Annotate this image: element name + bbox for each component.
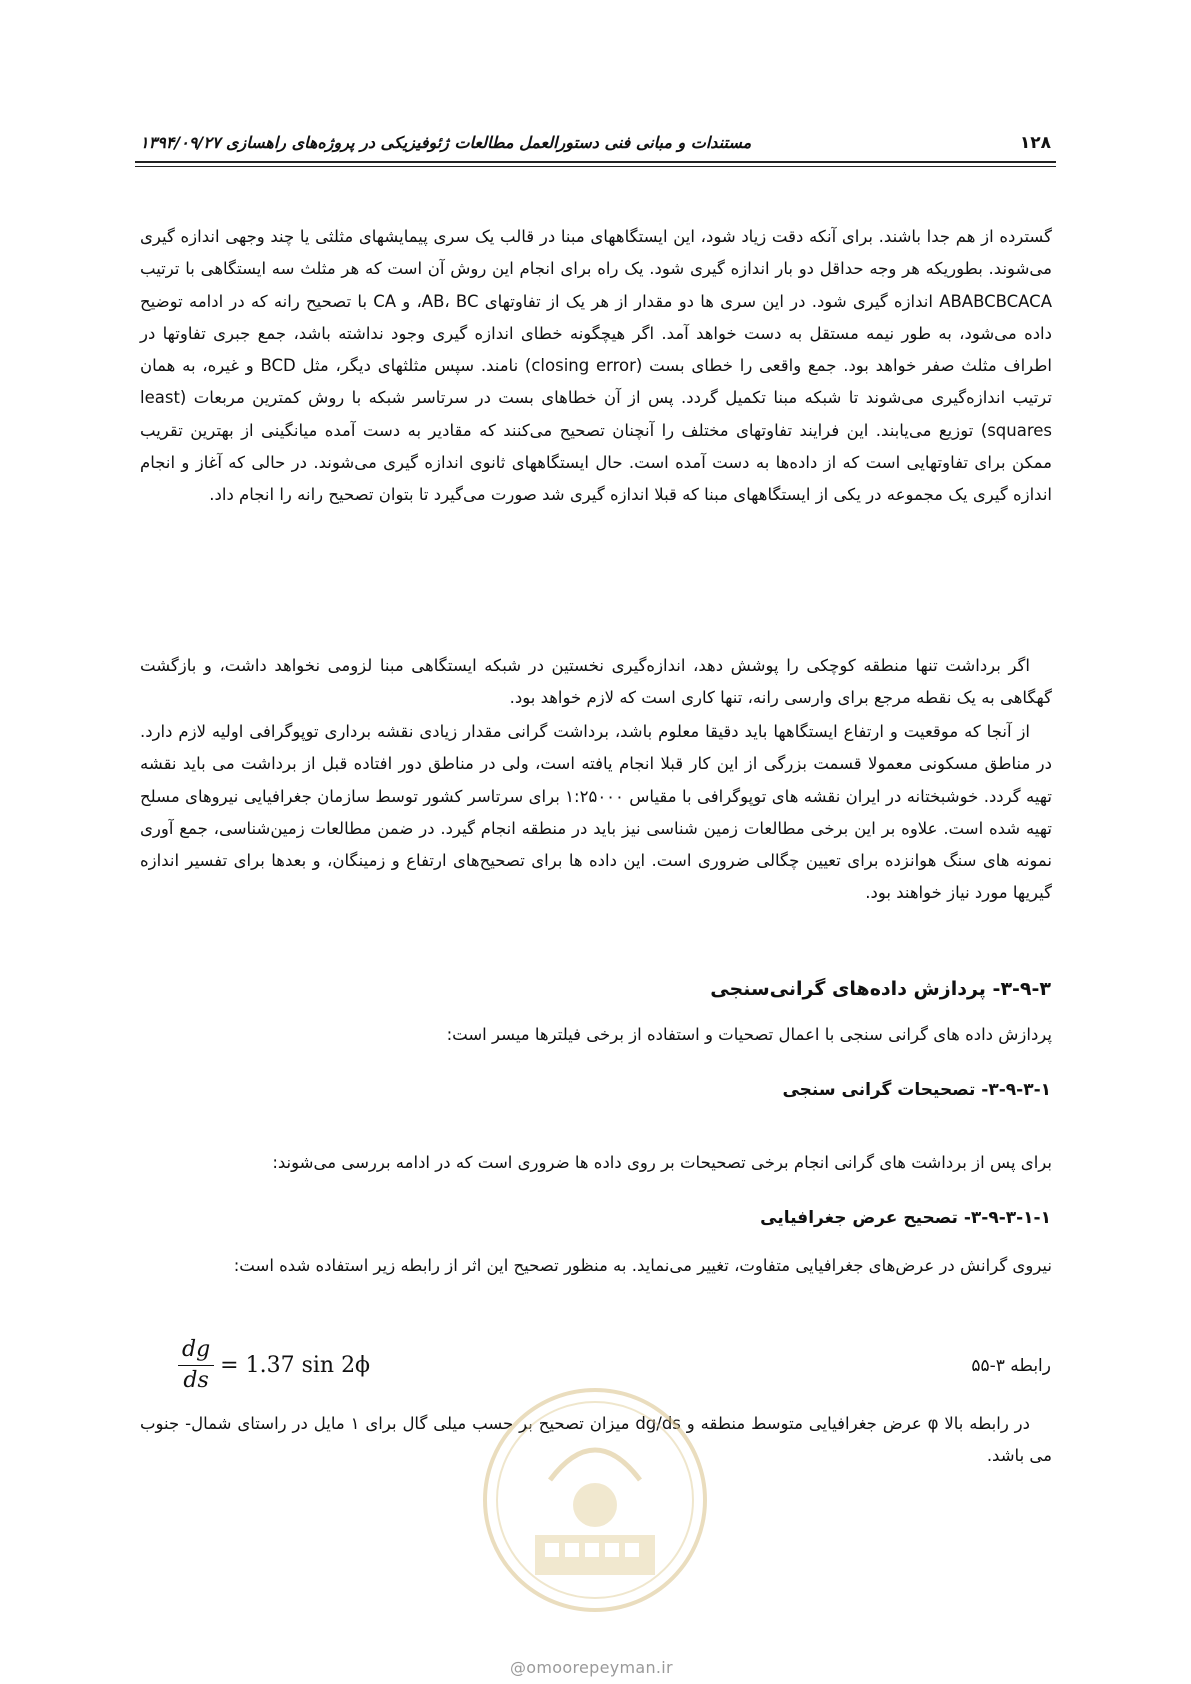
header-rule-thick bbox=[135, 161, 1056, 163]
paragraph-corrections-intro: برای پس از برداشت های گرانی انجام برخی تصحیحات بر روی داده ها ضروری است که در ادامه بررسی می‌شوند: bbox=[272, 1153, 1052, 1172]
equation-numerator: dg bbox=[178, 1337, 214, 1366]
page-number: ۱۲۸ bbox=[1019, 133, 1051, 153]
header-rule-thin bbox=[135, 166, 1056, 167]
running-header-title: مستندات و مبانی فنی دستورالعمل مطالعات ژئوفیزیکی در پروژه‌های راهسازی ۱۳۹۴/۰۹/۲۷ bbox=[140, 133, 752, 152]
paragraph-small-area: اگر برداشت تنها منطقه کوچکی را پوشش دهد، اندازه‌گیری نخستین در شبکه ایستگاهی مبنا لزومی نخواهد داشت، و بازگشت گهگاهی به یک نقطه مرجع برای وارسی رانه، تنها کاری است که لازم خواهد بود. bbox=[140, 656, 1052, 708]
equation-denominator: ds bbox=[183, 1367, 209, 1393]
equation-latitude-correction bbox=[178, 1330, 370, 1400]
paragraph-processing-intro: پردازش داده های گرانی سنجی با اعمال تصحیات و استفاده از برخی فیلترها میسر است: bbox=[446, 1025, 1052, 1044]
watermark-url: @omoorepeyman.ir bbox=[510, 1658, 673, 1677]
watermark-seal-logo bbox=[480, 1385, 710, 1615]
paragraph-base-stations: گسترده از هم جدا باشند. برای آنکه دقت زیاد شود، این ایستگاههای مبنا در قالب یک سری پیمایشهای مثلثی یا چند وجهی اندازه گیری می‌شوند. بطوریکه هر وجه حداقل دو بار اندازه گیری شود. یک راه برای انجام این روش آن است که هر مثلث سه ایستگاهی با ترتیب ABABCBCACA اندازه گیری شود. در این سری ها دو مقدار از هر یک از تفاوتهای AB، BC، و CA با تصحیح رانه که در ادامه توضیح داده می‌شود، به طور نیمه مستقل به دست خواهد آمد. اگر هیچگونه خطای اندازه گیری وجود نداشته باشد، جمع جبری تفاوتها در اطراف مثلث صفر خواهد بود. جمع واقعی را خطای بست (closing error) نامند. سپس مثلثهای دیگر، مثل BCD و غیره، به همان ترتیب اندازه‌گیری می‌شوند تا شبکه مبنا تکمیل گردد. پس از آن خطاهای بست در سرتاسر شبکه با روش کمترین مربعات (least squares) توزیع می‌یابند. این فرایند تفاوتهای مختلف را آنچنان تصحیح می‌کنند که مقادیر به دست آمده میانگینی از بهترین تقریب ممکن برای تفاوتهایی است که از داده‌ها به دست آمده است. حال ایستگاههای ثانوی اندازه گیری می‌شوند. در حالی که آغاز و انجام اندازه گیری یک مجموعه در یکی از ایستگاههای مبنا که قبلا اندازه گیری شد صورت می‌گیرد تا بتوان تصحیح رانه را انجام داد. bbox=[140, 227, 1052, 505]
paragraph-equation-explanation: در رابطه بالا φ عرض جغرافیایی متوسط منطقه و dg/ds میزان تصحیح بر حسب میلی گال برای ۱ مایل در راستای شمال- جنوب می باشد. bbox=[140, 1414, 1052, 1466]
paragraph-latitude-force: نیروی گرانش در عرض‌های جغرافیایی متفاوت، تغییر می‌نماید. به منظور تصحیح این اثر از رابطه زیر استفاده شده است: bbox=[233, 1256, 1052, 1275]
equation-right-side: = 1.37 sin 2ϕ bbox=[220, 1352, 371, 1378]
section-heading-gravity-corrections: ۳-۹-۳-۱- تصحیحات گرانی سنجی bbox=[782, 1080, 1051, 1100]
equation-label: رابطه ۳-۵۵ bbox=[971, 1356, 1051, 1376]
section-heading-latitude-correction: ۳-۹-۳-۱-۱- تصحیح عرض جغرافیایی bbox=[760, 1208, 1051, 1228]
equation-fraction bbox=[178, 1337, 214, 1394]
paragraph-station-positions: از آنجا که موقعیت و ارتفاع ایستگاهها باید دقیقا معلوم باشد، برداشت گرانی مقدار زیادی نقشه برداری توپوگرافی اولیه لازم دارد. در مناطق مسکونی معمولا قسمت بزرگی از این کار قبلا انجام یافته است، ولی در مناطق دور افتاده قبل از برداشت می باید نقشه تهیه گردد. خوشبختانه در ایران نقشه های توپوگرافی با مقیاس ۱:۲۵۰۰۰ برای سرتاسر کشور توسط سازمان جغرافیایی نیروهای مسلح تهیه شده است. علاوه بر این برخی مطالعات زمین شناسی نیز باید در منطقه انجام گیرد. در ضمن مطالعات زمین‌شناسی، جمع آوری نمونه های سنگ هوانزده برای تعیین چگالی ضروری است. این داده ها برای تصحیح‌های ارتفاع و زمینگان، و بعدها برای تفسیر اندازه گیریها مورد نیاز خواهند بود. bbox=[140, 722, 1052, 903]
section-heading-gravity-processing: ۳-۹-۳- پردازش داده‌های گرانی‌سنجی bbox=[710, 978, 1051, 1000]
